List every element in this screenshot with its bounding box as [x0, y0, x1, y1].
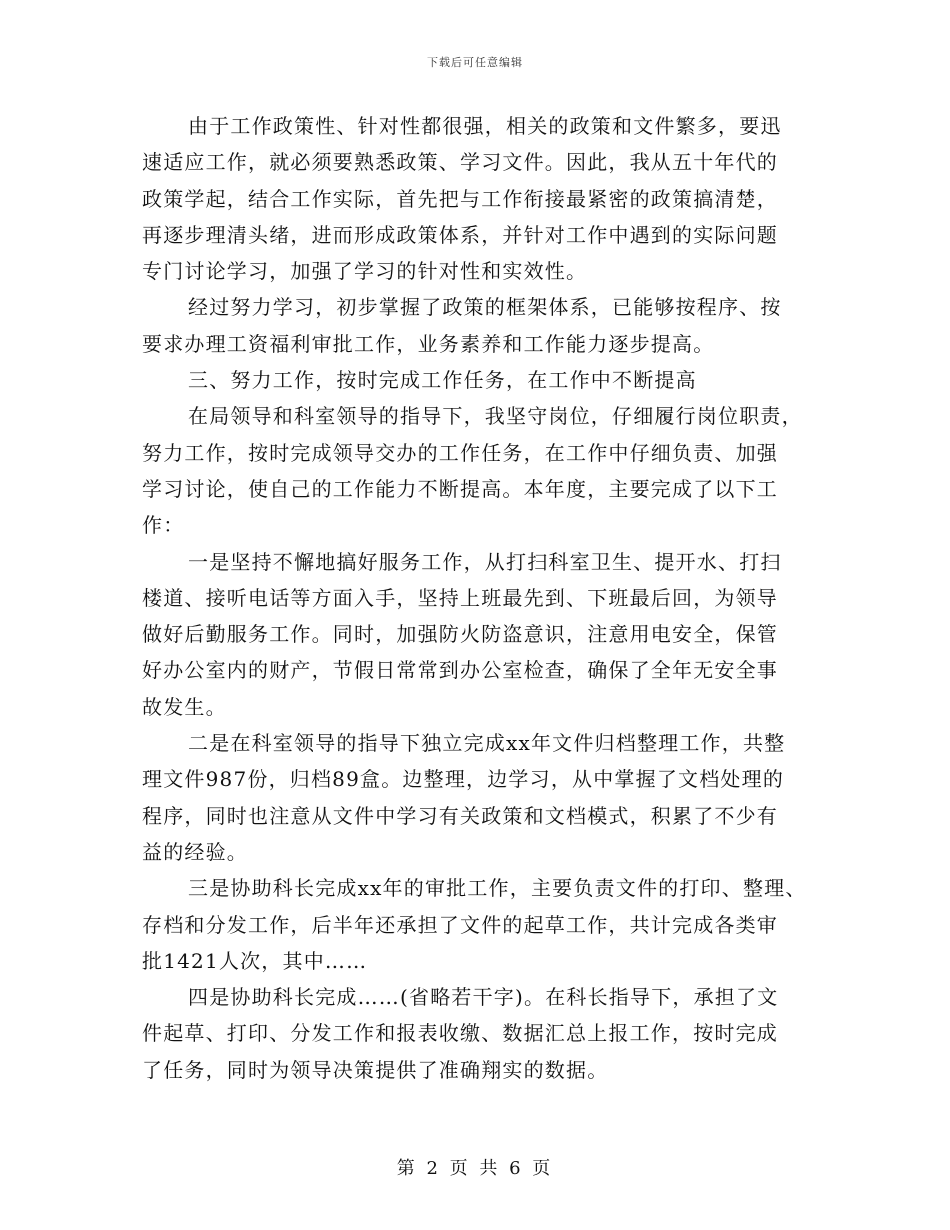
text-line: 再逐步理清头绪，进而形成政策体系，并针对工作中遇到的实际问题 — [142, 222, 778, 247]
text-line: 在局领导和科室领导的指导下，我坚守岗位，仔细履行岗位职责， — [188, 404, 803, 429]
text-line: 经过努力学习，初步掌握了政策的框架体系，已能够按程序、按 — [188, 295, 782, 320]
text-line: 三是协助科长完成xx年的审批工作，主要负责文件的打印、整理、 — [188, 876, 807, 901]
text-line: 二是在科室领导的指导下独立完成xx年文件归档整理工作，共整 — [188, 731, 786, 756]
document-body — [142, 108, 822, 1088]
text-line: 理文件987份，归档89盒。边整理，边学习，从中掌握了文档处理的 — [142, 767, 785, 792]
text-line: 故发生。 — [142, 694, 227, 719]
text-line: 批1421人次，其中…… — [142, 948, 368, 973]
page-header-note: 下载后可任意编辑 — [427, 56, 523, 69]
text-line: 政策学起，结合工作实际，首先把与工作衔接最紧密的政策搞清楚， — [142, 186, 778, 211]
text-line: 程序，同时也注意从文件中学习有关政策和文档模式，积累了不少有 — [142, 803, 778, 828]
text-line: 要求办理工资福利审批工作，业务素养和工作能力逐步提高。 — [142, 331, 715, 356]
text-line: 努力工作，按时完成领导交办的工作任务，在工作中仔细负责、加强 — [142, 440, 778, 465]
text-line: 存档和分发工作，后半年还承担了文件的起草工作，共计完成各类审 — [142, 912, 778, 937]
text-line: 了任务，同时为领导决策提供了准确翔实的数据。 — [142, 1057, 609, 1082]
text-line: 三、努力工作，按时完成工作任务，在工作中不断提高 — [188, 368, 697, 393]
text-line: 速适应工作，就必须要熟悉政策、学习文件。因此，我从五十年代的 — [142, 150, 778, 175]
text-line: 楼道、接听电话等方面入手，坚持上班最先到、下班最后回，为领导 — [142, 585, 778, 610]
text-line: 件起草、打印、分发工作和报表收缴、数据汇总上报工作，按时完成 — [142, 1021, 778, 1046]
text-line: 由于工作政策性、针对性都很强，相关的政策和文件繁多，要迅 — [188, 114, 782, 138]
text-line: 好办公室内的财产，节假日常常到办公室检查，确保了全年无安全事 — [142, 658, 778, 683]
page-number: 第 2 页 共 6 页 — [396, 1158, 554, 1179]
text-line: 做好后勤服务工作。同时，加强防火防盗意识，注意用电安全，保管 — [142, 622, 778, 647]
text-line: 一是坚持不懈地搞好服务工作，从打扫科室卫生、提开水、打扫 — [188, 549, 782, 574]
text-line: 四是协助科长完成……(省略若干字)。在科长指导下，承担了文 — [188, 985, 779, 1010]
text-line: 作： — [142, 513, 185, 538]
text-line: 益的经验。 — [142, 839, 248, 864]
text-line: 专门讨论学习，加强了学习的针对性和实效性。 — [142, 259, 588, 284]
text-line: 学习讨论，使自己的工作能力不断提高。本年度，主要完成了以下工 — [142, 476, 778, 501]
